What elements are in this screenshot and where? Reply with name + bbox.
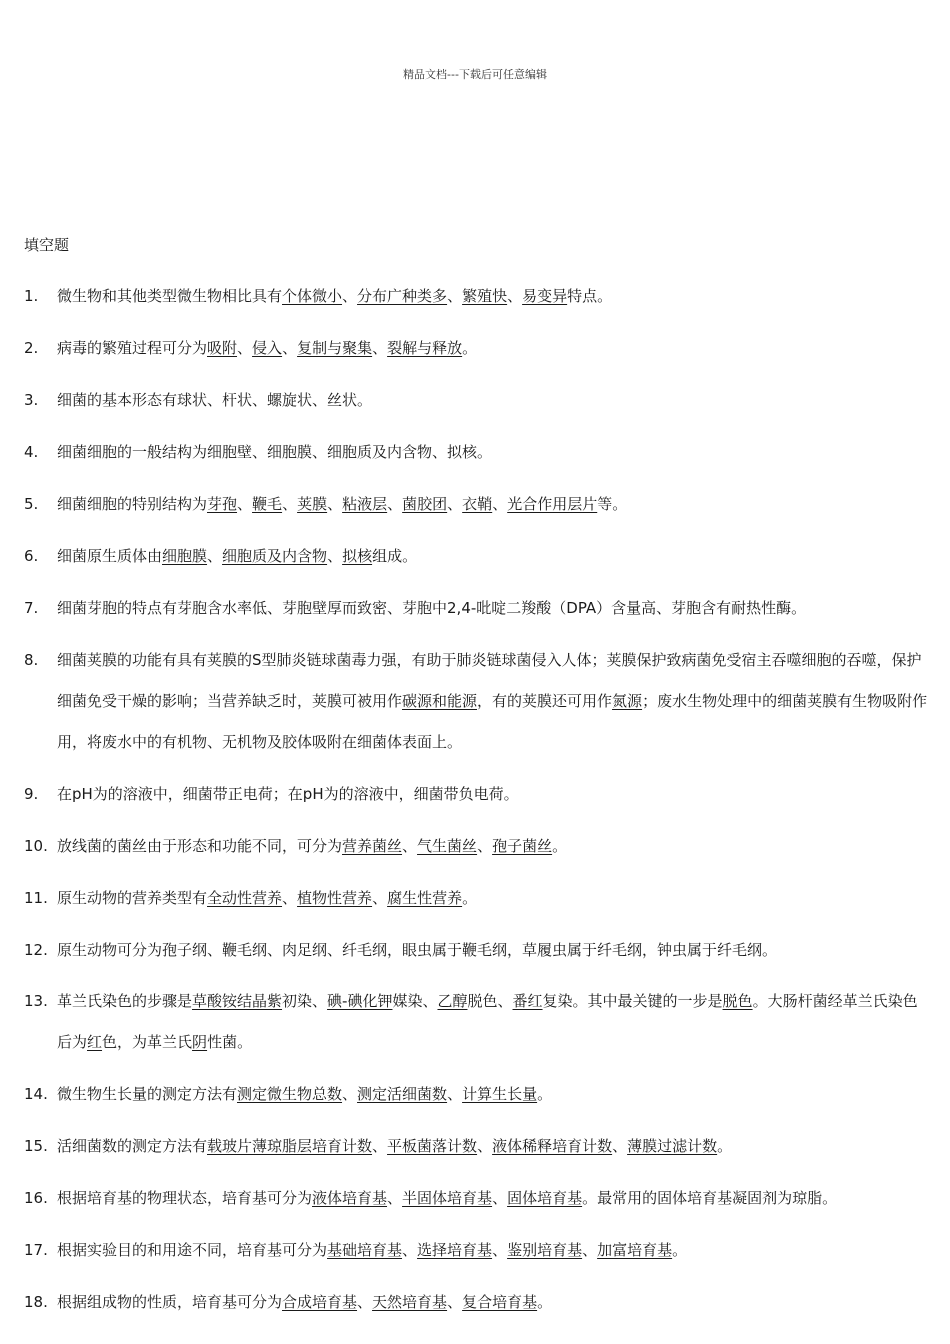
question-text — [57, 1178, 929, 1219]
answer-blank: 复制与聚集 — [297, 339, 373, 357]
question-number: 8. — [24, 651, 39, 669]
question-fragment: 。 — [672, 1241, 688, 1259]
question-number: 13. — [24, 992, 48, 1010]
answer-blank: 复合培育基 — [462, 1293, 538, 1311]
answer-blank: 气生菌丝 — [417, 837, 478, 855]
question-item — [24, 640, 929, 763]
question-item — [24, 380, 929, 421]
question-fragment: 、 — [492, 1189, 508, 1207]
question-item — [24, 774, 929, 815]
answer-blank: 营养菌丝 — [342, 837, 403, 855]
question-fragment: 、 — [207, 547, 223, 565]
question-number: 18. — [24, 1293, 48, 1311]
answer-blank: 细胞质及内含物 — [222, 547, 328, 565]
question-fragment: 微生物和其他类型微生物相比具有 — [57, 287, 283, 305]
answer-blank: 基础培育基 — [327, 1241, 403, 1259]
question-fragment: 。 — [537, 1293, 553, 1311]
question-text — [57, 276, 929, 317]
question-fragment: 复染。其中最关键的一步是 — [542, 992, 723, 1010]
answer-blank: 易变异 — [522, 287, 568, 305]
question-number: 6. — [24, 547, 39, 565]
answer-blank: 测定活细菌数 — [357, 1085, 448, 1103]
question-fragment: 病毒的繁殖过程可分为 — [57, 339, 208, 357]
question-text — [57, 380, 929, 421]
answer-blank: 阴 — [192, 1033, 208, 1051]
question-item — [24, 1126, 929, 1167]
answer-blank: 碘-碘化钾 — [327, 992, 393, 1010]
answer-blank: 乙醇 — [437, 992, 468, 1010]
question-fragment: 放线菌的菌丝由于形态和功能不同，可分为 — [57, 837, 343, 855]
answer-blank: 测定微生物总数 — [237, 1085, 343, 1103]
answer-blank: 薄膜过滤计数 — [627, 1137, 718, 1155]
question-fragment: 、 — [372, 1137, 388, 1155]
question-text — [57, 1074, 929, 1115]
question-number: 1. — [24, 287, 39, 305]
answer-blank: 衣鞘 — [462, 495, 493, 513]
question-fragment: 初染、 — [282, 992, 328, 1010]
question-fragment: 、 — [402, 1241, 418, 1259]
question-fragment: 、 — [492, 495, 508, 513]
answer-blank: 植物性营养 — [297, 889, 373, 907]
answer-blank: 平板菌落计数 — [387, 1137, 478, 1155]
question-text — [57, 588, 929, 629]
question-item — [24, 1282, 929, 1323]
answer-blank: 分布广种类多 — [357, 287, 448, 305]
question-item — [24, 878, 929, 919]
answer-blank: 计算生长量 — [462, 1085, 538, 1103]
question-fragment: 细菌的基本形态有球状、杆状、螺旋状、丝状。 — [57, 391, 373, 409]
question-fragment: 微生物生长量的测定方法有 — [57, 1085, 238, 1103]
question-fragment: 革兰氏染色的步骤是 — [57, 992, 193, 1010]
question-fragment: 、 — [387, 495, 403, 513]
question-fragment: 、 — [477, 837, 493, 855]
answer-blank: 加富培育基 — [597, 1241, 673, 1259]
question-fragment: 、 — [387, 1189, 403, 1207]
question-fragment: 、 — [327, 495, 343, 513]
answer-blank: 个体微小 — [282, 287, 343, 305]
answer-blank: 光合作用层片 — [507, 495, 598, 513]
question-fragment: 。大肠杆菌经革兰氏染色后为 — [57, 992, 918, 1051]
question-fragment: 、 — [477, 1137, 493, 1155]
question-fragment: 、 — [237, 339, 253, 357]
question-fragment: 、 — [492, 1241, 508, 1259]
question-fragment: ；废水生物处理中的细菌荚膜有生物吸附作用，将废水中的有机物、无机物及胶体吸附在细菌体表面上。 — [57, 692, 928, 751]
answer-blank: 红 — [87, 1033, 103, 1051]
question-text — [57, 878, 929, 919]
answer-blank: 腐生性营养 — [387, 889, 463, 907]
question-fragment: 、 — [447, 495, 463, 513]
answer-blank: 番红 — [512, 992, 543, 1010]
answer-blank: 鞭毛 — [252, 495, 283, 513]
question-fragment: 。 — [552, 837, 568, 855]
question-number: 12. — [24, 941, 48, 959]
question-item — [24, 276, 929, 317]
question-fragment: 媒染、 — [392, 992, 438, 1010]
answer-blank: 液体培育基 — [312, 1189, 388, 1207]
question-number: 3. — [24, 391, 39, 409]
answer-blank: 荚膜 — [297, 495, 328, 513]
answer-blank: 芽孢 — [207, 495, 238, 513]
question-fragment: 脱色、 — [467, 992, 513, 1010]
question-fragment: 原生动物的营养类型有 — [57, 889, 208, 907]
question-number: 15. — [24, 1137, 48, 1155]
question-text — [57, 826, 929, 867]
question-text — [57, 1282, 929, 1323]
answer-blank: 草酸铵结晶紫 — [192, 992, 283, 1010]
answer-blank: 液体稀释培育计数 — [492, 1137, 613, 1155]
question-number: 5. — [24, 495, 39, 513]
answer-blank: 侵入 — [252, 339, 283, 357]
answer-blank: 粘液层 — [342, 495, 388, 513]
question-fragment: 、 — [612, 1137, 628, 1155]
question-number: 2. — [24, 339, 39, 357]
question-item — [24, 328, 929, 369]
answer-blank: 鉴别培育基 — [507, 1241, 583, 1259]
question-item — [24, 588, 929, 629]
question-number: 17. — [24, 1241, 48, 1259]
question-text — [57, 930, 929, 971]
question-fragment: 细菌细胞的一般结构为细胞壁、细胞膜、细胞质及内含物、拟核。 — [57, 443, 493, 461]
question-fragment: ，有的荚膜还可用作 — [477, 692, 613, 710]
question-fragment: 细菌原生质体由 — [57, 547, 163, 565]
answer-blank: 合成培育基 — [282, 1293, 358, 1311]
question-fragment: 性菌。 — [207, 1033, 253, 1051]
question-fragment: 。 — [462, 889, 478, 907]
question-fragment: 细菌细胞的特别结构为 — [57, 495, 208, 513]
question-item — [24, 484, 929, 525]
question-number: 9. — [24, 785, 39, 803]
question-text — [57, 774, 929, 815]
question-fragment: 。最常用的固体培育基凝固剂为琼脂。 — [582, 1189, 838, 1207]
question-fragment: 在pH为的溶液中，细菌带正电荷；在pH为的溶液中，细菌带负电荷。 — [57, 785, 519, 803]
question-fragment: 活细菌数的测定方法有 — [57, 1137, 208, 1155]
question-fragment: 、 — [447, 287, 463, 305]
question-fragment: 、 — [357, 1293, 373, 1311]
question-number: 10. — [24, 837, 48, 855]
question-text — [57, 1126, 929, 1167]
answer-blank: 细胞膜 — [162, 547, 208, 565]
question-fragment: 根据培育基的物理状态，培育基可分为 — [57, 1189, 313, 1207]
question-fragment: 、 — [447, 1293, 463, 1311]
answer-blank: 全动性营养 — [207, 889, 283, 907]
question-fragment: 、 — [507, 287, 523, 305]
answer-blank: 选择培育基 — [417, 1241, 493, 1259]
question-item — [24, 826, 929, 867]
question-fragment: 。 — [717, 1137, 733, 1155]
question-fragment: 、 — [342, 1085, 358, 1103]
question-fragment: 、 — [282, 339, 298, 357]
question-number: 4. — [24, 443, 39, 461]
answer-blank: 拟核 — [342, 547, 373, 565]
question-text — [57, 536, 929, 577]
question-fragment: 、 — [327, 547, 343, 565]
question-fragment: 根据实验目的和用途不同，培育基可分为 — [57, 1241, 328, 1259]
answer-blank: 脱色 — [722, 992, 753, 1010]
question-fragment: 、 — [282, 495, 298, 513]
answer-blank: 繁殖快 — [462, 287, 508, 305]
question-fragment: 组成。 — [372, 547, 418, 565]
answer-blank: 氮源 — [612, 692, 643, 710]
question-text — [57, 484, 929, 525]
question-text — [57, 640, 929, 763]
question-text — [57, 1230, 929, 1271]
question-fragment: 、 — [282, 889, 298, 907]
question-text — [57, 981, 929, 1063]
question-item — [24, 432, 929, 473]
question-fragment: 色，为革兰氏 — [102, 1033, 193, 1051]
question-fragment: 、 — [582, 1241, 598, 1259]
question-fragment: 。 — [462, 339, 478, 357]
question-fragment: 原生动物可分为孢子纲、鞭毛纲、肉足纲、纤毛纲，眼虫属于鞭毛纲，草履虫属于纤毛纲，钟虫属于纤毛纲。 — [57, 941, 778, 959]
question-fragment: 、 — [237, 495, 253, 513]
answer-blank: 裂解与释放 — [387, 339, 463, 357]
question-number: 16. — [24, 1189, 48, 1207]
question-fragment: 、 — [372, 339, 388, 357]
question-fragment: 。 — [537, 1085, 553, 1103]
question-fragment: 细菌芽胞的特点有芽胞含水率低、芽胞壁厚而致密、芽胞中2,4-吡啶二羧酸（DPA）含量高、芽胞含有耐热性酶。 — [57, 599, 807, 617]
question-fragment: 、 — [447, 1085, 463, 1103]
answer-blank: 菌胶团 — [402, 495, 448, 513]
question-fragment: 、 — [402, 837, 418, 855]
answer-blank: 半固体培育基 — [402, 1189, 493, 1207]
question-text — [57, 432, 929, 473]
page-header: 精品文档---下载后可任意编辑 — [403, 68, 547, 81]
question-item — [24, 930, 929, 971]
question-item — [24, 981, 929, 1063]
section-title: 填空题 — [24, 236, 70, 254]
answer-blank: 碳源和能源 — [402, 692, 478, 710]
question-fragment: 等。 — [597, 495, 628, 513]
question-fragment: 特点。 — [567, 287, 613, 305]
answer-blank: 孢子菌丝 — [492, 837, 553, 855]
question-fragment: 、 — [372, 889, 388, 907]
question-fragment: 根据组成物的性质，培育基可分为 — [57, 1293, 283, 1311]
question-fragment: 细菌荚膜的功能有具有荚膜的S型肺炎链球菌毒力强，有助于肺炎链球菌侵入人体；荚膜保护致病菌免受宿主吞噬细胞的吞噬，保护细菌免受干燥的影响；当营养缺乏时，荚膜可被用作 — [57, 651, 922, 710]
answer-blank: 固体培育基 — [507, 1189, 583, 1207]
question-number: 11. — [24, 889, 48, 907]
answer-blank: 吸附 — [207, 339, 238, 357]
answer-blank: 载玻片薄琼脂层培育计数 — [207, 1137, 373, 1155]
question-item — [24, 536, 929, 577]
question-text — [57, 328, 929, 369]
question-number: 14. — [24, 1085, 48, 1103]
question-item — [24, 1178, 929, 1219]
answer-blank: 天然培育基 — [372, 1293, 448, 1311]
question-fragment: 、 — [342, 287, 358, 305]
question-item — [24, 1074, 929, 1115]
question-item — [24, 1230, 929, 1271]
question-number: 7. — [24, 599, 39, 617]
